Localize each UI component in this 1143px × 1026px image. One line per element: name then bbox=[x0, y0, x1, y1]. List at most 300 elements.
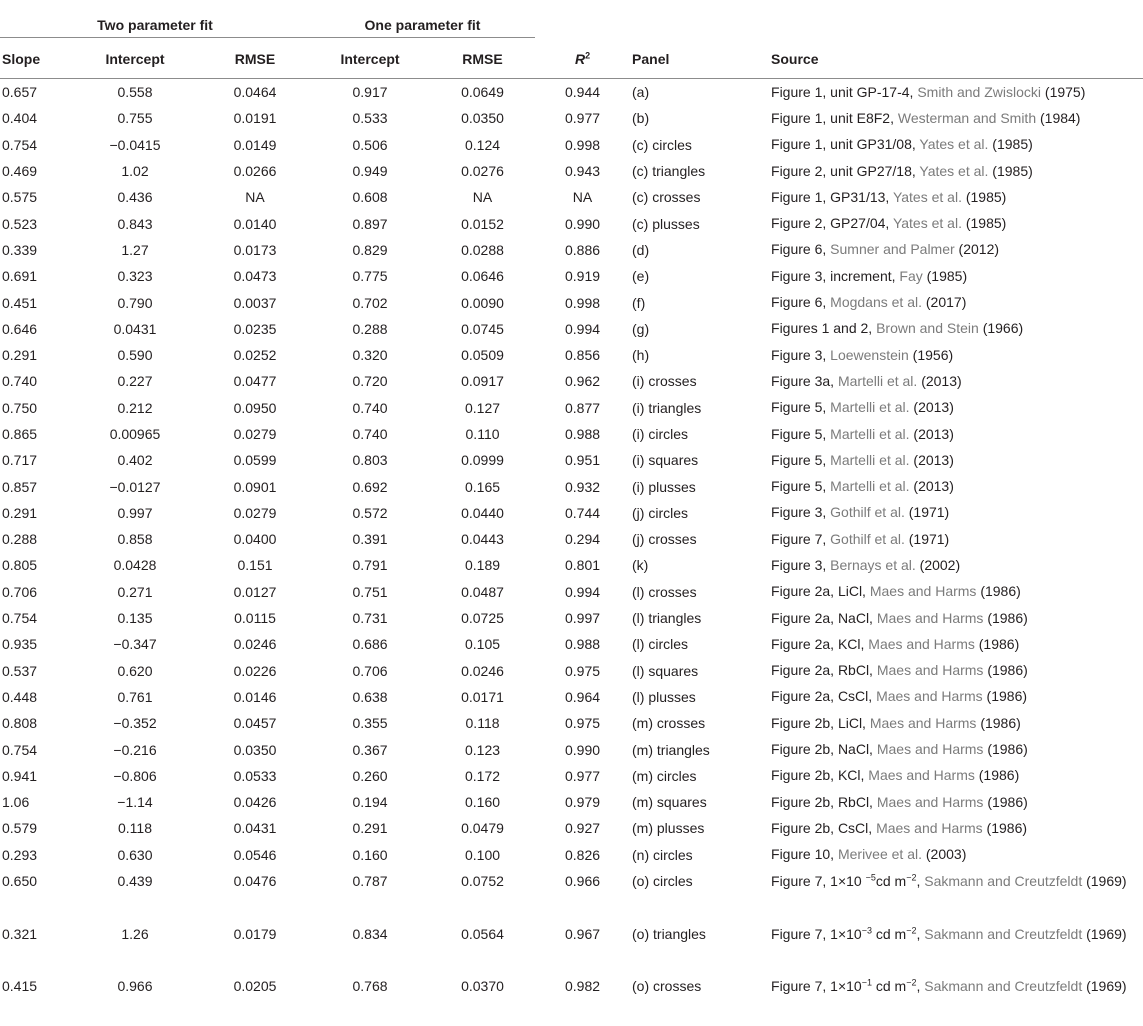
source-cell bbox=[765, 473, 1143, 499]
source-prefix: Figure 6, bbox=[771, 294, 831, 311]
source-unit-exponent: −2 bbox=[906, 924, 917, 935]
rmse-one-cell: 0.0564 bbox=[461, 925, 504, 942]
source-prefix: Figure 5, bbox=[771, 425, 831, 442]
panel-cell: (o) triangles bbox=[632, 925, 706, 942]
slope-cell: 0.469 bbox=[2, 163, 38, 180]
source-unit: cd m bbox=[871, 978, 907, 995]
intercept-two-cell: 1.26 bbox=[121, 925, 149, 942]
source-reference: Gothilf et al. bbox=[830, 504, 905, 521]
panel-cell: (a) bbox=[632, 84, 650, 101]
source-cell bbox=[765, 210, 1143, 236]
rmse-two-cell: 0.0149 bbox=[233, 136, 277, 153]
intercept-one-cell: 0.506 bbox=[352, 136, 388, 153]
col-header-rmse-one: RMSE bbox=[430, 40, 535, 79]
rmse-two-cell: 0.0140 bbox=[233, 215, 277, 232]
source-prefix: Figure 2b, KCl, bbox=[771, 767, 869, 784]
intercept-two-cell: 0.966 bbox=[117, 978, 153, 995]
source-reference: Sumner and Palmer bbox=[830, 241, 955, 258]
rmse-one-cell: 0.160 bbox=[464, 794, 501, 811]
source-unit: cd m bbox=[875, 872, 907, 889]
slope-cell: 0.321 bbox=[2, 925, 38, 942]
source-year: (1986) bbox=[974, 767, 1020, 784]
table-row bbox=[0, 263, 1143, 289]
table-row bbox=[0, 710, 1143, 736]
source-reference: Yates et al. bbox=[892, 188, 962, 205]
source-year: (1966) bbox=[978, 320, 1024, 337]
rmse-two-cell: 0.0400 bbox=[233, 531, 277, 548]
source-cell bbox=[765, 579, 1143, 605]
source-year: (1985) bbox=[988, 162, 1033, 179]
source-reference: Merivee et al. bbox=[837, 846, 922, 863]
slope-cell: 0.646 bbox=[2, 320, 38, 337]
r-squared-cell: 0.988 bbox=[564, 636, 601, 653]
source-cell bbox=[765, 289, 1143, 315]
source-cell bbox=[765, 316, 1143, 342]
r-squared-base: R bbox=[574, 51, 586, 67]
table-row bbox=[0, 421, 1143, 447]
slope-cell: 0.750 bbox=[2, 399, 38, 416]
intercept-one-cell: 0.706 bbox=[352, 662, 388, 679]
r-squared-cell: 0.977 bbox=[564, 767, 601, 784]
source-reference: Bernays et al. bbox=[830, 556, 916, 573]
source-year: (1975) bbox=[1041, 83, 1086, 100]
panel-cell: (l) circles bbox=[632, 636, 689, 653]
panel-cell: (n) circles bbox=[632, 846, 693, 863]
source-reference: Martelli et al. bbox=[830, 399, 910, 416]
source-reference: Sakmann and Creutzfeldt bbox=[924, 872, 1083, 889]
source-cell bbox=[765, 132, 1143, 158]
source-cell bbox=[765, 605, 1143, 631]
table-row bbox=[0, 500, 1143, 526]
panel-cell: (o) crosses bbox=[632, 978, 702, 995]
source-cell bbox=[765, 736, 1143, 762]
slope-cell: 0.805 bbox=[2, 557, 38, 574]
source-prefix: Figure 10, bbox=[771, 846, 838, 863]
panel-cell: (c) triangles bbox=[632, 163, 706, 180]
panel-cell: (l) triangles bbox=[632, 610, 702, 627]
rmse-one-cell: 0.123 bbox=[464, 741, 501, 758]
panel-cell: (g) bbox=[632, 320, 650, 337]
r-squared-cell: 0.966 bbox=[564, 872, 601, 889]
source-prefix: Figure 1, unit GP-17-4, bbox=[771, 83, 918, 100]
panel-cell: (m) plusses bbox=[632, 820, 705, 837]
source-prefix: Figure 2, GP27/04, bbox=[771, 215, 893, 232]
source-year: (1971) bbox=[904, 504, 950, 521]
rmse-one-cell: 0.127 bbox=[464, 399, 501, 416]
slope-cell: 0.537 bbox=[2, 662, 38, 679]
rmse-two-cell: 0.0457 bbox=[233, 715, 277, 732]
table-row bbox=[0, 605, 1143, 631]
rmse-two-cell: 0.0546 bbox=[233, 846, 277, 863]
source-reference: Yates et al. bbox=[919, 136, 989, 153]
table-row bbox=[0, 368, 1143, 394]
r-squared-cell: 0.886 bbox=[564, 241, 601, 258]
col-header-r-squared bbox=[535, 40, 630, 79]
source-reference: Maes and Harms bbox=[868, 767, 975, 784]
panel-cell: (l) plusses bbox=[632, 688, 696, 705]
rmse-two-cell: 0.0950 bbox=[233, 399, 277, 416]
source-reference: Martelli et al. bbox=[837, 372, 918, 389]
source-cell bbox=[765, 684, 1143, 710]
panel-cell: (c) crosses bbox=[632, 189, 701, 206]
source-year: (1956) bbox=[908, 346, 954, 363]
rmse-two-cell: 0.0127 bbox=[233, 583, 277, 600]
r-squared-cell: NA bbox=[572, 189, 593, 206]
source-separator: , bbox=[916, 872, 925, 889]
r-squared-cell: 0.943 bbox=[564, 163, 601, 180]
intercept-one-cell: 0.787 bbox=[352, 872, 388, 889]
rmse-two-cell: 0.0246 bbox=[233, 636, 277, 653]
source-year: (2017) bbox=[922, 294, 967, 311]
intercept-one-cell: 0.720 bbox=[352, 373, 388, 390]
source-reference: Loewenstein bbox=[830, 346, 909, 363]
rmse-one-cell: 0.0090 bbox=[461, 294, 504, 311]
rmse-one-cell: 0.0246 bbox=[461, 662, 504, 679]
source-year: (1986) bbox=[974, 635, 1020, 652]
intercept-one-cell: 0.803 bbox=[352, 452, 388, 469]
table-row bbox=[0, 79, 1143, 106]
source-year: (1971) bbox=[904, 530, 950, 547]
rmse-two-cell: 0.0279 bbox=[233, 504, 277, 521]
slope-cell: 0.288 bbox=[2, 531, 38, 548]
rmse-one-cell: 0.100 bbox=[464, 846, 501, 863]
table-row bbox=[0, 526, 1143, 552]
panel-cell: (j) circles bbox=[632, 504, 689, 521]
slope-cell: 0.754 bbox=[2, 741, 38, 758]
col-header-slope: Slope bbox=[0, 40, 70, 79]
panel-cell: (m) circles bbox=[632, 767, 697, 784]
slope-cell: 0.935 bbox=[2, 636, 38, 653]
r-squared-cell: 0.990 bbox=[564, 215, 601, 232]
table-row bbox=[0, 631, 1143, 657]
r-squared-cell: 0.967 bbox=[564, 925, 601, 942]
source-year: (2012) bbox=[954, 241, 1000, 258]
source-prefix: Figures 1 and 2, bbox=[771, 320, 877, 337]
rmse-one-cell: 0.0487 bbox=[461, 583, 504, 600]
source-exponent: −1 bbox=[861, 977, 872, 988]
panel-cell: (h) bbox=[632, 347, 650, 364]
slope-cell: 0.404 bbox=[2, 110, 38, 127]
rmse-one-cell: 0.189 bbox=[464, 557, 501, 574]
source-prefix: Figure 2a, NaCl, bbox=[771, 609, 877, 626]
panel-cell: (e) bbox=[632, 268, 650, 285]
intercept-two-cell: −0.216 bbox=[113, 741, 157, 758]
intercept-two-cell: 0.436 bbox=[117, 189, 153, 206]
source-prefix: Figure 2a, CsCl, bbox=[771, 688, 877, 705]
intercept-one-cell: 0.702 bbox=[352, 294, 388, 311]
intercept-two-cell: 0.271 bbox=[117, 583, 153, 600]
source-prefix: Figure 1, unit GP31/08, bbox=[771, 136, 920, 153]
table-row bbox=[0, 184, 1143, 210]
table-row bbox=[0, 921, 1143, 974]
intercept-two-cell: 0.439 bbox=[117, 872, 153, 889]
table-row bbox=[0, 789, 1143, 815]
panel-cell: (k) bbox=[632, 557, 649, 574]
table-row bbox=[0, 868, 1143, 921]
intercept-one-cell: 0.791 bbox=[352, 557, 388, 574]
r-squared-cell: 0.932 bbox=[564, 478, 601, 495]
intercept-two-cell: 0.00965 bbox=[109, 426, 161, 442]
source-year: (2003) bbox=[922, 846, 967, 863]
panel-cell: (c) plusses bbox=[632, 215, 700, 232]
source-year: (1986) bbox=[983, 662, 1028, 679]
intercept-two-cell: 1.02 bbox=[121, 163, 149, 180]
panel-cell: (j) crosses bbox=[632, 531, 697, 548]
intercept-one-cell: 0.751 bbox=[352, 583, 388, 600]
intercept-two-cell: 0.858 bbox=[117, 531, 153, 548]
source-year: (2013) bbox=[917, 372, 962, 389]
rmse-two-cell: 0.0191 bbox=[233, 110, 277, 127]
slope-cell: 0.451 bbox=[2, 294, 38, 311]
slope-cell: 0.754 bbox=[2, 610, 38, 627]
rmse-two-cell: 0.0279 bbox=[233, 426, 277, 442]
slope-cell: 0.293 bbox=[2, 846, 38, 863]
source-year: (1986) bbox=[982, 819, 1028, 836]
rmse-two-cell: 0.0266 bbox=[233, 163, 277, 180]
source-cell bbox=[765, 789, 1143, 815]
intercept-one-cell: 0.533 bbox=[352, 110, 388, 127]
slope-cell: 0.717 bbox=[2, 452, 38, 469]
table-row bbox=[0, 473, 1143, 499]
source-cell bbox=[765, 158, 1143, 184]
rmse-one-cell: 0.124 bbox=[464, 136, 501, 153]
intercept-two-cell: 0.558 bbox=[117, 84, 153, 101]
source-reference: Maes and Harms bbox=[876, 609, 984, 626]
intercept-two-cell: −1.14 bbox=[117, 794, 153, 811]
table-row bbox=[0, 237, 1143, 263]
intercept-one-cell: 0.572 bbox=[352, 504, 388, 521]
intercept-two-cell: 0.402 bbox=[117, 452, 153, 469]
panel-cell: (i) crosses bbox=[632, 373, 697, 390]
source-prefix: Figure 7, 1×10 bbox=[771, 872, 866, 889]
rmse-two-cell: 0.0235 bbox=[233, 320, 277, 337]
panel-cell: (f) bbox=[632, 294, 646, 311]
source-cell bbox=[765, 447, 1143, 473]
slope-cell: 0.706 bbox=[2, 583, 38, 600]
intercept-two-cell: 0.118 bbox=[118, 820, 152, 837]
slope-cell: 0.941 bbox=[2, 767, 38, 784]
r-squared-cell: 0.975 bbox=[564, 715, 601, 732]
source-reference: Smith and Zwislocki bbox=[917, 83, 1042, 100]
source-cell bbox=[765, 342, 1143, 368]
table-body bbox=[0, 79, 1143, 1026]
rmse-two-cell: 0.0179 bbox=[233, 925, 277, 942]
source-year: (1969) bbox=[1082, 872, 1127, 889]
source-prefix: Figure 7, 1×10 bbox=[771, 925, 862, 942]
rmse-one-cell: 0.0509 bbox=[461, 347, 504, 364]
source-prefix: Figure 1, GP31/13, bbox=[771, 188, 893, 205]
source-cell bbox=[765, 105, 1143, 131]
rmse-one-cell: 0.0288 bbox=[461, 241, 504, 258]
table-row bbox=[0, 158, 1143, 184]
rmse-two-cell: 0.0226 bbox=[233, 662, 277, 679]
table-row bbox=[0, 815, 1143, 841]
panel-cell: (i) squares bbox=[632, 452, 699, 469]
rmse-two-cell: 0.0599 bbox=[233, 452, 277, 469]
intercept-one-cell: 0.686 bbox=[352, 636, 388, 653]
intercept-one-cell: 0.692 bbox=[352, 478, 388, 495]
rmse-one-cell: NA bbox=[472, 189, 493, 206]
rmse-one-cell: 0.0440 bbox=[461, 504, 504, 521]
slope-cell: 0.575 bbox=[2, 189, 38, 206]
slope-cell: 0.754 bbox=[2, 136, 38, 153]
intercept-one-cell: 0.949 bbox=[352, 163, 388, 180]
source-year: (1984) bbox=[1036, 109, 1081, 126]
r-squared-cell: 0.998 bbox=[564, 294, 601, 311]
source-exponent: −3 bbox=[861, 924, 872, 935]
rmse-one-cell: 0.0479 bbox=[461, 820, 504, 837]
table-row bbox=[0, 842, 1143, 868]
rmse-two-cell: NA bbox=[245, 189, 265, 206]
panel-cell: (m) squares bbox=[632, 794, 707, 811]
r-squared-cell: 0.990 bbox=[564, 741, 601, 758]
slope-cell: 0.808 bbox=[2, 715, 38, 732]
source-cell bbox=[765, 263, 1143, 289]
source-year: (1986) bbox=[983, 609, 1028, 626]
table-row bbox=[0, 973, 1143, 1026]
source-cell bbox=[765, 710, 1143, 736]
intercept-two-cell: −0.347 bbox=[113, 636, 157, 653]
source-unit: cd m bbox=[871, 925, 907, 942]
intercept-one-cell: 0.917 bbox=[352, 84, 388, 101]
rmse-one-cell: 0.0350 bbox=[461, 110, 504, 127]
source-year: (1969) bbox=[1082, 925, 1127, 942]
col-header-intercept-one: Intercept bbox=[310, 40, 430, 79]
group-one-parameter-header bbox=[310, 0, 535, 40]
rmse-two-cell: 0.0173 bbox=[233, 241, 277, 258]
source-exponent: −5 bbox=[865, 872, 876, 883]
source-prefix: Figure 3, bbox=[771, 556, 831, 573]
group-header-row bbox=[0, 0, 1143, 40]
panel-cell: (l) crosses bbox=[632, 583, 697, 600]
source-reference: Westerman and Smith bbox=[897, 109, 1037, 126]
intercept-two-cell: 0.630 bbox=[117, 846, 153, 863]
slope-cell: 0.657 bbox=[2, 84, 38, 101]
panel-cell: (l) squares bbox=[632, 662, 699, 679]
source-year: (2002) bbox=[915, 556, 961, 573]
source-reference: Maes and Harms bbox=[869, 714, 977, 731]
source-cell bbox=[765, 526, 1143, 552]
slope-cell: 0.339 bbox=[2, 241, 38, 258]
rmse-one-cell: 0.0370 bbox=[461, 978, 504, 995]
intercept-one-cell: 0.160 bbox=[352, 846, 388, 863]
r-squared-cell: 0.994 bbox=[564, 583, 601, 600]
source-year: (1985) bbox=[961, 188, 1007, 205]
source-year: (2013) bbox=[909, 425, 954, 442]
intercept-two-cell: 0.997 bbox=[117, 504, 153, 521]
rmse-two-cell: 0.0115 bbox=[234, 610, 276, 627]
source-year: (1985) bbox=[961, 215, 1007, 232]
rmse-two-cell: 0.0426 bbox=[233, 794, 277, 811]
source-prefix: Figure 2a, LiCl, bbox=[771, 583, 870, 600]
rmse-two-cell: 0.0205 bbox=[233, 978, 277, 995]
r-squared-cell: 0.877 bbox=[564, 399, 601, 416]
intercept-one-cell: 0.897 bbox=[352, 215, 388, 232]
source-cell bbox=[765, 631, 1143, 657]
source-prefix: Figure 2b, RbCl, bbox=[771, 793, 877, 810]
intercept-one-cell: 0.768 bbox=[352, 978, 388, 995]
column-header-row bbox=[0, 40, 1143, 79]
rmse-one-cell: 0.0443 bbox=[461, 531, 504, 548]
r-squared-cell: 0.927 bbox=[564, 820, 601, 837]
intercept-one-cell: 0.194 bbox=[352, 794, 388, 811]
r-squared-cell: 0.964 bbox=[564, 688, 601, 705]
source-reference: Maes and Harms bbox=[876, 793, 984, 810]
source-reference: Maes and Harms bbox=[869, 583, 977, 600]
intercept-two-cell: 0.0428 bbox=[113, 557, 157, 574]
source-year: (1969) bbox=[1082, 978, 1127, 995]
intercept-two-cell: 1.27 bbox=[121, 241, 149, 258]
group-two-parameter-header bbox=[0, 0, 310, 40]
slope-cell: 0.865 bbox=[2, 426, 38, 442]
source-cell bbox=[765, 395, 1143, 421]
r-squared-cell: 0.951 bbox=[564, 452, 601, 469]
r-squared-cell: 0.856 bbox=[564, 347, 601, 364]
r-squared-cell: 0.982 bbox=[564, 978, 601, 995]
slope-cell: 0.291 bbox=[2, 347, 38, 364]
source-cell bbox=[765, 368, 1143, 394]
intercept-one-cell: 0.367 bbox=[352, 741, 388, 758]
rmse-one-cell: 0.105 bbox=[464, 636, 501, 653]
source-prefix: Figure 6, bbox=[771, 241, 831, 258]
source-prefix: Figure 3, bbox=[771, 346, 831, 363]
intercept-one-cell: 0.740 bbox=[352, 399, 388, 416]
rmse-one-cell: 0.0917 bbox=[461, 373, 504, 390]
source-cell bbox=[765, 763, 1143, 789]
panel-cell: (c) circles bbox=[632, 136, 692, 153]
source-prefix: Figure 2b, CsCl, bbox=[771, 819, 877, 836]
table-row bbox=[0, 447, 1143, 473]
intercept-one-cell: 0.608 bbox=[352, 189, 388, 206]
intercept-two-cell: −0.806 bbox=[113, 767, 157, 784]
rmse-one-cell: 0.0649 bbox=[461, 84, 504, 101]
r-squared-cell: 0.801 bbox=[564, 557, 601, 574]
table-row bbox=[0, 736, 1143, 762]
table-row bbox=[0, 210, 1143, 236]
r-squared-cell: 0.997 bbox=[564, 610, 601, 627]
source-reference: Fay bbox=[899, 267, 923, 284]
intercept-one-cell: 0.731 bbox=[352, 610, 388, 627]
source-cell bbox=[765, 184, 1143, 210]
intercept-two-cell: 0.790 bbox=[117, 294, 153, 311]
r-squared-cell: 0.744 bbox=[564, 504, 601, 521]
rmse-two-cell: 0.0473 bbox=[233, 268, 277, 285]
slope-cell: 0.291 bbox=[2, 504, 38, 521]
source-separator: , bbox=[916, 925, 925, 942]
source-unit-exponent: −2 bbox=[906, 977, 917, 988]
slope-cell: 0.857 bbox=[2, 478, 38, 495]
intercept-two-cell: 0.761 bbox=[117, 688, 153, 705]
source-reference: Gothilf et al. bbox=[830, 530, 905, 547]
intercept-two-cell: 0.0431 bbox=[113, 320, 157, 337]
source-year: (2013) bbox=[909, 478, 954, 495]
rmse-two-cell: 0.0431 bbox=[233, 820, 277, 837]
source-year: (1986) bbox=[983, 793, 1028, 810]
table-row bbox=[0, 684, 1143, 710]
slope-cell: 0.740 bbox=[2, 373, 38, 390]
intercept-one-cell: 0.260 bbox=[352, 767, 388, 784]
source-prefix: Figure 5, bbox=[771, 478, 831, 495]
rmse-two-cell: 0.0146 bbox=[233, 688, 277, 705]
table-row bbox=[0, 105, 1143, 131]
table-row bbox=[0, 579, 1143, 605]
panel-cell: (i) plusses bbox=[632, 478, 696, 495]
r-squared-cell: 0.998 bbox=[564, 136, 601, 153]
intercept-two-cell: −0.0415 bbox=[109, 136, 161, 153]
col-header-source: Source bbox=[765, 40, 1143, 79]
intercept-one-cell: 0.834 bbox=[352, 925, 388, 942]
source-prefix: Figure 7, bbox=[771, 530, 831, 547]
